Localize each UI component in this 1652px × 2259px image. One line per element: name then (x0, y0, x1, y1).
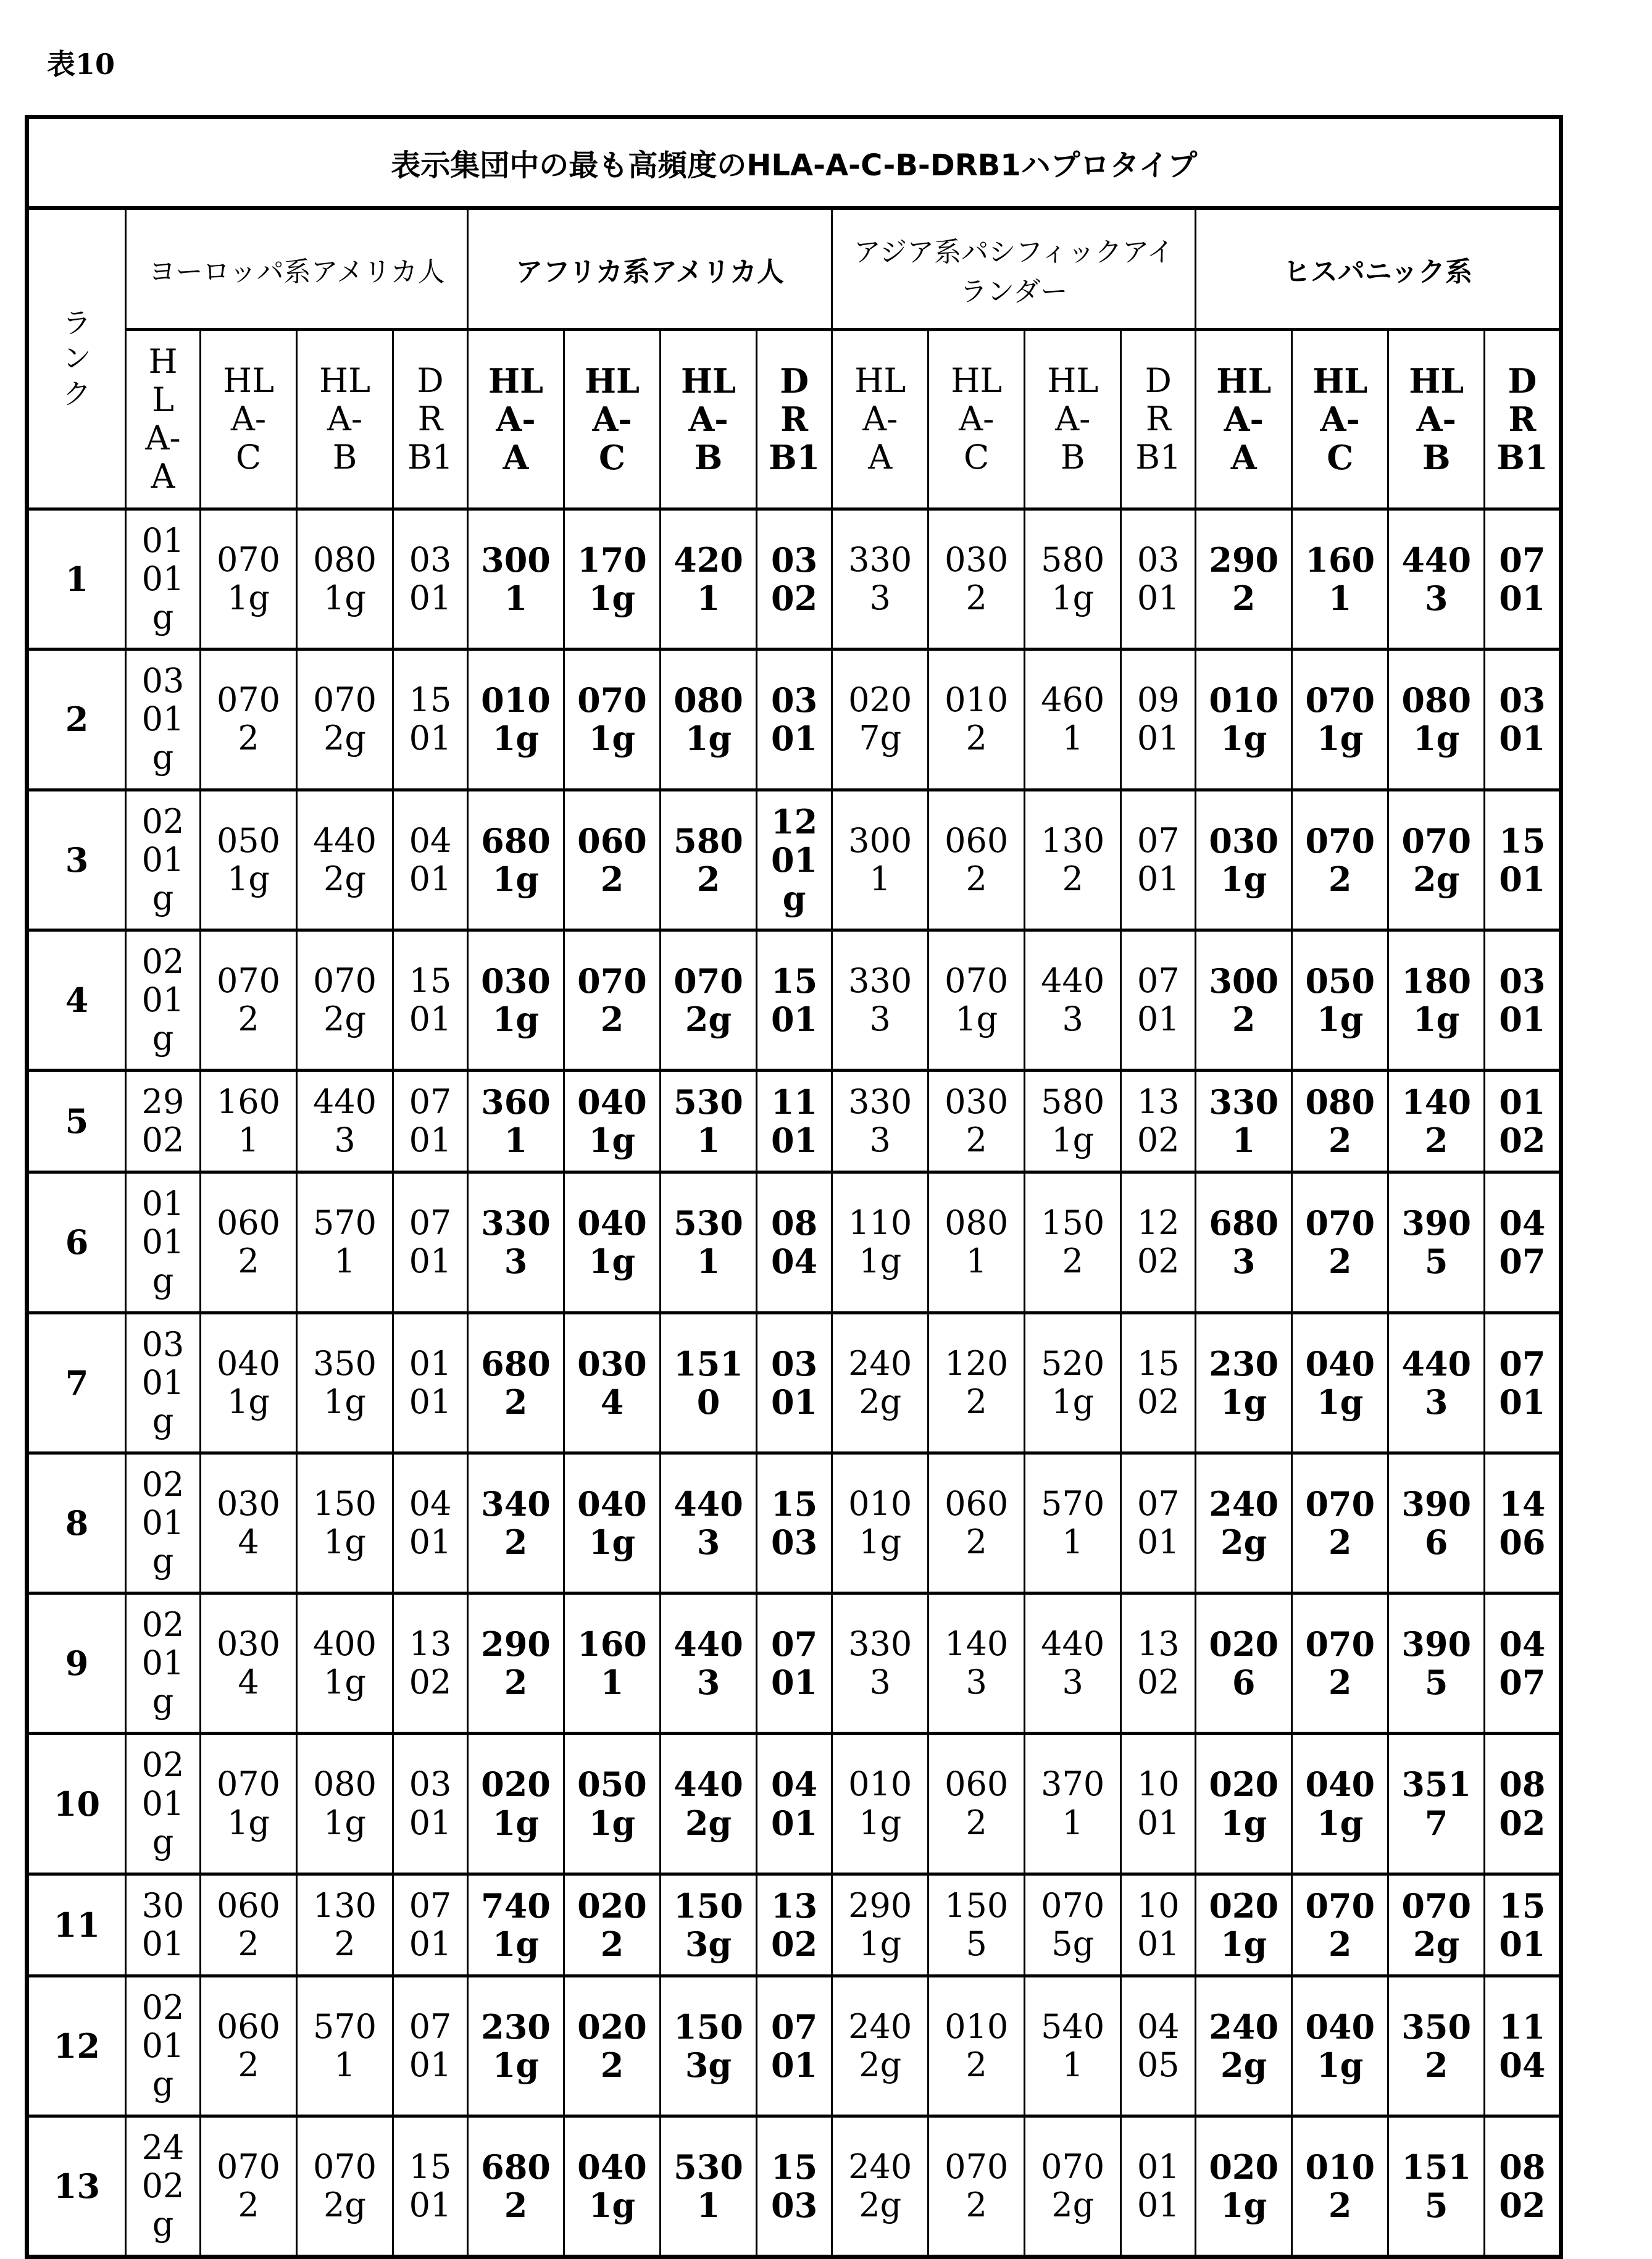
cell-african_american-HLA-C: 0202 (564, 1874, 661, 1976)
table-caption: 表示集団中の最も高頻度のHLA-A-C-B-DRB1ハプロタイプ (27, 117, 1561, 209)
cell-european_american-HLA-A: 0101g (126, 1172, 201, 1313)
cell-african_american-HLA-C: 0401g (564, 1071, 661, 1172)
cell-african_american-DRB1: 1101 (757, 1071, 832, 1172)
cell-asian_pacific_islander-DRB1: 1302 (1121, 1593, 1196, 1734)
cell-hispanic-DRB1: 1501 (1485, 790, 1561, 930)
cell-african_american-HLA-A: 3001 (468, 509, 564, 649)
cell-hispanic-HLA-B: 1801g (1388, 930, 1485, 1070)
cell-african_american-DRB1: 0302 (757, 509, 832, 649)
cell-european_american-HLA-C: 0602 (201, 1874, 297, 1976)
cell-asian_pacific_islander-HLA-C: 0102 (928, 649, 1025, 790)
page-title: 表10 (47, 48, 115, 81)
cell-african_american-HLA-C: 0602 (564, 790, 661, 930)
cell-hispanic-HLA-B: 1402 (1388, 1071, 1485, 1172)
caption-row (27, 117, 1561, 209)
table-row (27, 1976, 1561, 2116)
cell-european_american-DRB1: 1501 (393, 2116, 468, 2257)
table-row (27, 1734, 1561, 1874)
cell-hispanic-HLA-C: 0501g (1292, 930, 1388, 1070)
cell-asian_pacific_islander-DRB1: 0901 (1121, 649, 1196, 790)
table-body (27, 509, 1561, 2257)
rank-cell: 10 (27, 1734, 126, 1874)
table-row (27, 1071, 1561, 1172)
cell-asian_pacific_islander-HLA-B: 0702g (1025, 2116, 1121, 2257)
cell-european_american-DRB1: 1501 (393, 930, 468, 1070)
cell-hispanic-HLA-C: 0102 (1292, 2116, 1388, 2257)
col-header-african_american-HLA-A: HL A- A (468, 330, 564, 509)
cell-african_american-HLA-A: 0301g (468, 930, 564, 1070)
cell-asian_pacific_islander-HLA-B: 4403 (1025, 1593, 1121, 1734)
cell-european_american-HLA-C: 0304 (201, 1453, 297, 1593)
cell-european_american-HLA-A: 0201g (126, 1453, 201, 1593)
cell-asian_pacific_islander-HLA-A: 3001 (832, 790, 928, 930)
cell-european_american-HLA-C: 0702 (201, 930, 297, 1070)
col-header-european_american-HLA-A: H L A- A (126, 330, 201, 509)
cell-african_american-DRB1: 0301 (757, 649, 832, 790)
table-row (27, 509, 1561, 649)
cell-asian_pacific_islander-HLA-B: 1502 (1025, 1172, 1121, 1313)
cell-hispanic-DRB1: 0301 (1485, 649, 1561, 790)
cell-hispanic-HLA-A: 3002 (1196, 930, 1292, 1070)
cell-asian_pacific_islander-HLA-A: 0101g (832, 1453, 928, 1593)
cell-african_american-DRB1: 0401 (757, 1734, 832, 1874)
cell-african_american-HLA-B: 5301 (661, 1172, 757, 1313)
cell-european_american-HLA-C: 0702 (201, 2116, 297, 2257)
group-header-asian_pacific_islander: アジア系パシフィックアイランダー (832, 208, 1196, 330)
cell-hispanic-DRB1: 0701 (1485, 1313, 1561, 1453)
cell-asian_pacific_islander-HLA-A: 1101g (832, 1172, 928, 1313)
cell-european_american-DRB1: 0701 (393, 1172, 468, 1313)
cell-african_american-HLA-C: 1601 (564, 1593, 661, 1734)
cell-hispanic-HLA-B: 4403 (1388, 509, 1485, 649)
cell-asian_pacific_islander-HLA-C: 0302 (928, 1071, 1025, 1172)
cell-european_american-HLA-A: 2902 (126, 1071, 201, 1172)
cell-asian_pacific_islander-HLA-B: 3701 (1025, 1734, 1121, 1874)
cell-european_american-DRB1: 0301 (393, 1734, 468, 1874)
cell-hispanic-HLA-C: 0401g (1292, 1313, 1388, 1453)
cell-hispanic-DRB1: 0802 (1485, 2116, 1561, 2257)
table-row (27, 1593, 1561, 1734)
rank-cell: 5 (27, 1071, 126, 1172)
cell-asian_pacific_islander-HLA-C: 0602 (928, 1734, 1025, 1874)
table-row (27, 1172, 1561, 1313)
cell-european_american-DRB1: 0101 (393, 1313, 468, 1453)
cell-european_american-HLA-C: 0701g (201, 1734, 297, 1874)
cell-hispanic-HLA-B: 3905 (1388, 1593, 1485, 1734)
cell-african_american-HLA-C: 0401g (564, 2116, 661, 2257)
cell-european_american-HLA-B: 0702g (297, 649, 393, 790)
cell-hispanic-HLA-A: 2301g (1196, 1313, 1292, 1453)
cell-hispanic-HLA-B: 4403 (1388, 1313, 1485, 1453)
col-header-european_american-HLA-C: HL A- C (201, 330, 297, 509)
cell-hispanic-HLA-A: 0201g (1196, 1734, 1292, 1874)
cell-european_american-HLA-B: 4001g (297, 1593, 393, 1734)
cell-european_american-HLA-B: 0702g (297, 2116, 393, 2257)
cell-european_american-HLA-B: 0702g (297, 930, 393, 1070)
table-row (27, 1453, 1561, 1593)
cell-african_american-HLA-A: 3402 (468, 1453, 564, 1593)
cell-asian_pacific_islander-HLA-B: 5701 (1025, 1453, 1121, 1593)
group-header-hispanic: ヒスパニック系 (1196, 208, 1561, 330)
col-header-hispanic-HLA-B: HL A- B (1388, 330, 1485, 509)
cell-african_american-HLA-B: 1503g (661, 1976, 757, 2116)
cell-african_american-HLA-B: 5301 (661, 1071, 757, 1172)
haplotype-table (25, 115, 1563, 2259)
cell-asian_pacific_islander-HLA-C: 0702 (928, 2116, 1025, 2257)
cell-european_american-HLA-B: 5701 (297, 1172, 393, 1313)
cell-african_american-HLA-B: 5802 (661, 790, 757, 930)
group-header-african_american: アフリカ系アメリカ人 (468, 208, 832, 330)
cell-asian_pacific_islander-HLA-B: 5401 (1025, 1976, 1121, 2116)
table-row (27, 1313, 1561, 1453)
cell-african_american-HLA-A: 2902 (468, 1593, 564, 1734)
cell-asian_pacific_islander-HLA-B: 5801g (1025, 1071, 1121, 1172)
cell-african_american-DRB1: 0701 (757, 1976, 832, 2116)
cell-african_american-HLA-A: 3303 (468, 1172, 564, 1313)
cell-hispanic-HLA-C: 0702 (1292, 1593, 1388, 1734)
cell-hispanic-HLA-C: 0701g (1292, 649, 1388, 790)
cell-asian_pacific_islander-HLA-B: 1302 (1025, 790, 1121, 930)
cell-hispanic-HLA-A: 0201g (1196, 2116, 1292, 2257)
cell-european_american-HLA-C: 0501g (201, 790, 297, 930)
rank-header: ラ ン ク (27, 208, 126, 509)
cell-european_american-HLA-B: 1302 (297, 1874, 393, 1976)
cell-african_american-HLA-A: 0201g (468, 1734, 564, 1874)
cell-asian_pacific_islander-DRB1: 1502 (1121, 1313, 1196, 1453)
column-header-row (27, 330, 1561, 509)
cell-european_american-DRB1: 0701 (393, 1874, 468, 1976)
cell-african_american-HLA-A: 6802 (468, 2116, 564, 2257)
cell-asian_pacific_islander-HLA-A: 0207g (832, 649, 928, 790)
cell-european_american-HLA-C: 0702 (201, 649, 297, 790)
cell-hispanic-HLA-B: 3502 (1388, 1976, 1485, 2116)
cell-european_american-HLA-A: 0201g (126, 930, 201, 1070)
cell-asian_pacific_islander-DRB1: 0405 (1121, 1976, 1196, 2116)
cell-african_american-DRB1: 0701 (757, 1593, 832, 1734)
col-header-african_american-HLA-B: HL A- B (661, 330, 757, 509)
cell-hispanic-HLA-A: 3301 (1196, 1071, 1292, 1172)
cell-african_american-HLA-C: 0702 (564, 930, 661, 1070)
cell-european_american-HLA-A: 0301g (126, 649, 201, 790)
cell-african_american-HLA-C: 0701g (564, 649, 661, 790)
cell-african_american-HLA-B: 4403 (661, 1593, 757, 1734)
cell-asian_pacific_islander-HLA-C: 0701g (928, 930, 1025, 1070)
cell-hispanic-HLA-A: 2402g (1196, 1453, 1292, 1593)
col-header-asian_pacific_islander-HLA-C: HL A- C (928, 330, 1025, 509)
cell-european_american-HLA-C: 0602 (201, 1172, 297, 1313)
cell-asian_pacific_islander-HLA-A: 3303 (832, 509, 928, 649)
cell-european_american-DRB1: 0401 (393, 790, 468, 930)
cell-european_american-HLA-C: 0602 (201, 1976, 297, 2116)
cell-asian_pacific_islander-HLA-A: 0101g (832, 1734, 928, 1874)
cell-african_american-HLA-A: 2301g (468, 1976, 564, 2116)
rank-cell: 7 (27, 1313, 126, 1453)
cell-african_american-DRB1: 1503 (757, 1453, 832, 1593)
cell-asian_pacific_islander-HLA-C: 0602 (928, 790, 1025, 930)
rank-cell: 11 (27, 1874, 126, 1976)
cell-hispanic-HLA-A: 2902 (1196, 509, 1292, 649)
cell-african_american-HLA-B: 1510 (661, 1313, 757, 1453)
table-row (27, 649, 1561, 790)
cell-hispanic-HLA-C: 0702 (1292, 1172, 1388, 1313)
cell-african_american-HLA-B: 1503g (661, 1874, 757, 1976)
cell-european_american-HLA-B: 1501g (297, 1453, 393, 1593)
cell-asian_pacific_islander-HLA-B: 4403 (1025, 930, 1121, 1070)
cell-hispanic-DRB1: 0407 (1485, 1172, 1561, 1313)
cell-african_american-HLA-C: 0401g (564, 1172, 661, 1313)
table-row (27, 1874, 1561, 1976)
cell-asian_pacific_islander-HLA-C: 1403 (928, 1593, 1025, 1734)
cell-hispanic-HLA-C: 0702 (1292, 1453, 1388, 1593)
cell-asian_pacific_islander-HLA-A: 2402g (832, 1976, 928, 2116)
cell-hispanic-HLA-A: 0206 (1196, 1593, 1292, 1734)
cell-hispanic-DRB1: 1406 (1485, 1453, 1561, 1593)
rank-cell: 13 (27, 2116, 126, 2257)
cell-european_american-HLA-A: 2402g (126, 2116, 201, 2257)
cell-african_american-HLA-B: 4201 (661, 509, 757, 649)
cell-european_american-HLA-C: 0701g (201, 509, 297, 649)
cell-asian_pacific_islander-HLA-C: 0102 (928, 1976, 1025, 2116)
cell-african_american-HLA-B: 4403 (661, 1453, 757, 1593)
col-header-asian_pacific_islander-HLA-A: HL A- A (832, 330, 928, 509)
cell-african_american-DRB1: 1501 (757, 930, 832, 1070)
cell-hispanic-HLA-A: 0101g (1196, 649, 1292, 790)
cell-european_american-HLA-A: 0301g (126, 1313, 201, 1453)
cell-european_american-DRB1: 0301 (393, 509, 468, 649)
rank-cell: 6 (27, 1172, 126, 1313)
cell-african_american-HLA-B: 5301 (661, 2116, 757, 2257)
cell-european_american-HLA-B: 5701 (297, 1976, 393, 2116)
cell-hispanic-HLA-B: 3906 (1388, 1453, 1485, 1593)
cell-asian_pacific_islander-DRB1: 1302 (1121, 1071, 1196, 1172)
cell-african_american-DRB1: 1302 (757, 1874, 832, 1976)
col-header-european_american-DRB1: D R B1 (393, 330, 468, 509)
rank-cell: 3 (27, 790, 126, 930)
cell-asian_pacific_islander-HLA-B: 0705g (1025, 1874, 1121, 1976)
cell-african_american-HLA-B: 0801g (661, 649, 757, 790)
cell-african_american-HLA-A: 0101g (468, 649, 564, 790)
group-header-european_american: ヨーロッパ系アメリカ人 (126, 208, 468, 330)
cell-asian_pacific_islander-HLA-C: 0801 (928, 1172, 1025, 1313)
cell-hispanic-HLA-A: 2402g (1196, 1976, 1292, 2116)
cell-european_american-DRB1: 1501 (393, 649, 468, 790)
cell-african_american-DRB1: 0301 (757, 1313, 832, 1453)
cell-asian_pacific_islander-HLA-A: 2901g (832, 1874, 928, 1976)
cell-hispanic-HLA-C: 0401g (1292, 1976, 1388, 2116)
cell-african_american-HLA-C: 0501g (564, 1734, 661, 1874)
cell-hispanic-HLA-B: 3517 (1388, 1734, 1485, 1874)
cell-asian_pacific_islander-DRB1: 1001 (1121, 1734, 1196, 1874)
cell-european_american-HLA-B: 0801g (297, 509, 393, 649)
cell-african_american-HLA-A: 6802 (468, 1313, 564, 1453)
col-header-european_american-HLA-B: HL A- B (297, 330, 393, 509)
cell-african_american-HLA-A: 6801g (468, 790, 564, 930)
cell-african_american-HLA-C: 0401g (564, 1453, 661, 1593)
cell-asian_pacific_islander-HLA-A: 3303 (832, 930, 928, 1070)
cell-african_american-HLA-A: 7401g (468, 1874, 564, 1976)
cell-african_american-DRB1: 1503 (757, 2116, 832, 2257)
cell-european_american-HLA-C: 0304 (201, 1593, 297, 1734)
cell-african_american-DRB1: 0804 (757, 1172, 832, 1313)
cell-hispanic-DRB1: 0301 (1485, 930, 1561, 1070)
cell-hispanic-DRB1: 0802 (1485, 1734, 1561, 1874)
cell-european_american-HLA-A: 0101g (126, 509, 201, 649)
cell-hispanic-DRB1: 0701 (1485, 509, 1561, 649)
cell-hispanic-HLA-B: 0801g (1388, 649, 1485, 790)
cell-asian_pacific_islander-HLA-B: 5801g (1025, 509, 1121, 649)
col-header-african_american-DRB1: D R B1 (757, 330, 832, 509)
cell-hispanic-HLA-A: 6803 (1196, 1172, 1292, 1313)
cell-european_american-HLA-C: 1601 (201, 1071, 297, 1172)
cell-hispanic-DRB1: 0407 (1485, 1593, 1561, 1734)
cell-european_american-HLA-A: 3001 (126, 1874, 201, 1976)
rank-cell: 9 (27, 1593, 126, 1734)
cell-hispanic-HLA-C: 0401g (1292, 1734, 1388, 1874)
cell-european_american-DRB1: 0701 (393, 1976, 468, 2116)
cell-european_american-HLA-B: 3501g (297, 1313, 393, 1453)
col-header-hispanic-DRB1: D R B1 (1485, 330, 1561, 509)
group-header-row (27, 208, 1561, 330)
cell-asian_pacific_islander-HLA-A: 2402g (832, 2116, 928, 2257)
col-header-asian_pacific_islander-HLA-B: HL A- B (1025, 330, 1121, 509)
col-header-hispanic-HLA-C: HL A- C (1292, 330, 1388, 509)
cell-european_american-HLA-C: 0401g (201, 1313, 297, 1453)
cell-hispanic-HLA-A: 0301g (1196, 790, 1292, 930)
cell-asian_pacific_islander-DRB1: 0101 (1121, 2116, 1196, 2257)
cell-asian_pacific_islander-HLA-A: 2402g (832, 1313, 928, 1453)
cell-european_american-DRB1: 0401 (393, 1453, 468, 1593)
cell-asian_pacific_islander-HLA-B: 4601 (1025, 649, 1121, 790)
table-row (27, 790, 1561, 930)
cell-european_american-HLA-A: 0201g (126, 1976, 201, 2116)
col-header-hispanic-HLA-A: HL A- A (1196, 330, 1292, 509)
cell-european_american-DRB1: 0701 (393, 1071, 468, 1172)
cell-hispanic-HLA-C: 0702 (1292, 1874, 1388, 1976)
cell-asian_pacific_islander-HLA-C: 0602 (928, 1453, 1025, 1593)
cell-asian_pacific_islander-DRB1: 1202 (1121, 1172, 1196, 1313)
cell-european_american-HLA-A: 0201g (126, 790, 201, 930)
cell-hispanic-DRB1: 1104 (1485, 1976, 1561, 2116)
table-head (27, 117, 1561, 509)
cell-african_american-HLA-C: 1701g (564, 509, 661, 649)
cell-african_american-HLA-B: 0702g (661, 930, 757, 1070)
cell-asian_pacific_islander-DRB1: 0701 (1121, 930, 1196, 1070)
cell-asian_pacific_islander-HLA-C: 1505 (928, 1874, 1025, 1976)
cell-european_american-HLA-B: 4403 (297, 1071, 393, 1172)
cell-hispanic-HLA-B: 0702g (1388, 1874, 1485, 1976)
cell-european_american-HLA-A: 0201g (126, 1734, 201, 1874)
table-row (27, 930, 1561, 1070)
cell-asian_pacific_islander-DRB1: 0701 (1121, 790, 1196, 930)
cell-hispanic-HLA-B: 3905 (1388, 1172, 1485, 1313)
cell-asian_pacific_islander-DRB1: 0301 (1121, 509, 1196, 649)
cell-african_american-HLA-C: 0304 (564, 1313, 661, 1453)
cell-european_american-DRB1: 1302 (393, 1593, 468, 1734)
cell-european_american-HLA-A: 0201g (126, 1593, 201, 1734)
cell-african_american-HLA-B: 4402g (661, 1734, 757, 1874)
cell-hispanic-HLA-C: 0702 (1292, 790, 1388, 930)
cell-asian_pacific_islander-HLA-C: 0302 (928, 509, 1025, 649)
cell-european_american-HLA-B: 4402g (297, 790, 393, 930)
cell-hispanic-DRB1: 0102 (1485, 1071, 1561, 1172)
cell-hispanic-HLA-B: 1515 (1388, 2116, 1485, 2257)
cell-hispanic-HLA-C: 1601 (1292, 509, 1388, 649)
cell-hispanic-HLA-A: 0201g (1196, 1874, 1292, 1976)
cell-asian_pacific_islander-DRB1: 1001 (1121, 1874, 1196, 1976)
cell-european_american-HLA-B: 0801g (297, 1734, 393, 1874)
rank-cell: 1 (27, 509, 126, 649)
cell-african_american-DRB1: 1201g (757, 790, 832, 930)
rank-cell: 12 (27, 1976, 126, 2116)
cell-hispanic-HLA-C: 0802 (1292, 1071, 1388, 1172)
cell-hispanic-HLA-B: 0702g (1388, 790, 1485, 930)
cell-hispanic-DRB1: 1501 (1485, 1874, 1561, 1976)
cell-asian_pacific_islander-DRB1: 0701 (1121, 1453, 1196, 1593)
col-header-asian_pacific_islander-DRB1: D R B1 (1121, 330, 1196, 509)
cell-african_american-HLA-A: 3601 (468, 1071, 564, 1172)
table-row (27, 2116, 1561, 2257)
cell-asian_pacific_islander-HLA-B: 5201g (1025, 1313, 1121, 1453)
rank-cell: 2 (27, 649, 126, 790)
cell-african_american-HLA-C: 0202 (564, 1976, 661, 2116)
cell-asian_pacific_islander-HLA-A: 3303 (832, 1071, 928, 1172)
rank-cell: 4 (27, 930, 126, 1070)
col-header-african_american-HLA-C: HL A- C (564, 330, 661, 509)
cell-asian_pacific_islander-HLA-C: 1202 (928, 1313, 1025, 1453)
cell-asian_pacific_islander-HLA-A: 3303 (832, 1593, 928, 1734)
rank-cell: 8 (27, 1453, 126, 1593)
